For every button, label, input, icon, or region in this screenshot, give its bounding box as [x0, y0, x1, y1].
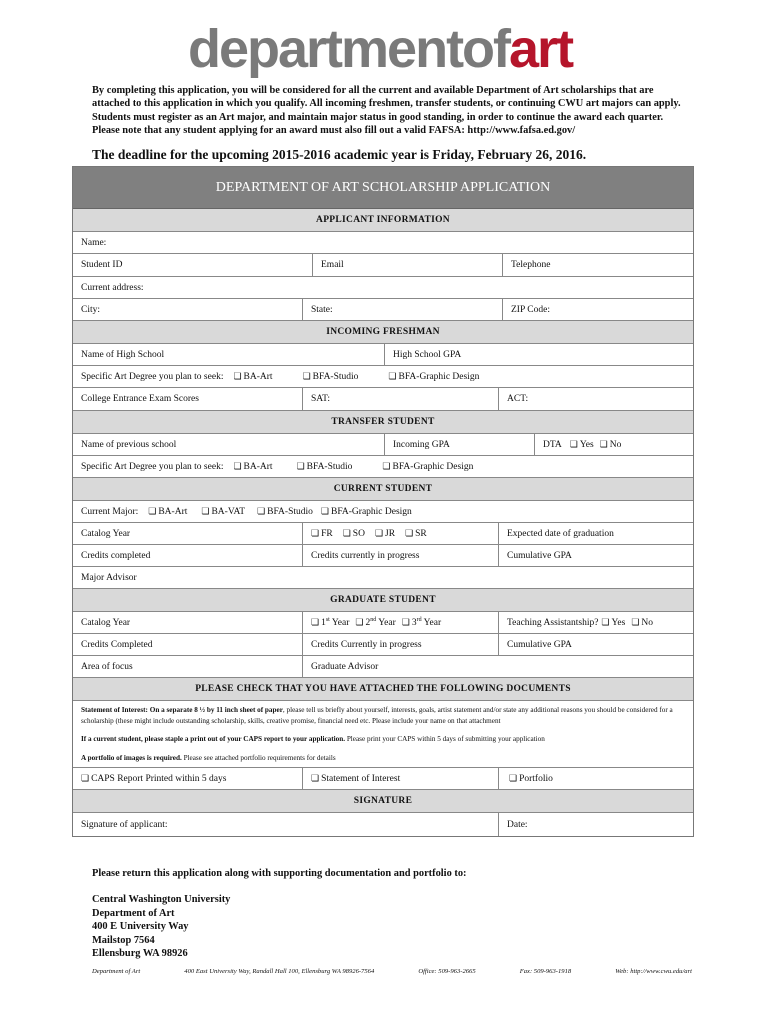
caps-report-checkbox[interactable]: ❏ CAPS Report Printed within 5 days — [73, 768, 302, 789]
section-signature: SIGNATURE — [73, 790, 693, 813]
transfer-degree-options — [73, 456, 693, 477]
major-advisor-field[interactable]: Major Advisor — [81, 572, 137, 583]
current-bfa-graphic-design-checkbox[interactable]: ❏ BFA-Graphic Design — [321, 506, 412, 517]
intro-paragraph: By completing this application, you will be considered for all the current and available Department of Art scholarships that are attached to this application in which you qualify. All incoming freshmen, transfer students, or continuing CWU art majors can apply. Students must register as an Art major, and maintain major status in good standing, in order to continue the award each quarter. Please note that any student applying for an award must also fill out a valid FAFSA: http://www.fafsa.ed.gov/ — [92, 85, 681, 137]
dta-options — [534, 434, 693, 455]
sat-field[interactable]: SAT: — [302, 388, 498, 410]
address-line-1: Central Washington University — [92, 894, 231, 905]
address-line-3: 400 E University Way — [92, 921, 189, 933]
date-field[interactable]: Date: — [498, 813, 693, 836]
class-fr-checkbox[interactable]: ❏ FR — [311, 528, 333, 539]
ta-yes-checkbox[interactable]: ❏ Yes — [601, 617, 625, 628]
entrance-exam-row — [73, 388, 693, 411]
section-applicant-information: APPLICANT INFORMATION — [73, 209, 693, 232]
freshman-bfa-studio-checkbox[interactable]: ❏ BFA-Studio — [303, 371, 359, 382]
act-field[interactable]: ACT: — [498, 388, 693, 410]
current-major-row — [73, 501, 693, 523]
signature-field[interactable]: Signature of applicant: — [81, 819, 168, 830]
dta-yes-checkbox[interactable]: ❏ Yes — [570, 439, 594, 450]
area-of-focus-field[interactable]: Area of focus — [81, 661, 133, 672]
transfer-ba-art-checkbox[interactable]: ❏ BA-Art — [233, 461, 272, 472]
current-major-label: Current Major: — [81, 506, 139, 517]
year-3-checkbox[interactable]: ❏ 3rd Year — [402, 617, 441, 628]
expected-graduation-field[interactable]: Expected date of graduation — [498, 523, 693, 544]
current-bfa-studio-checkbox[interactable]: ❏ BFA-Studio — [257, 506, 313, 517]
freshman-degree-row — [73, 366, 693, 388]
high-school-row — [73, 344, 693, 366]
previous-school-field[interactable]: Name of previous school — [81, 439, 177, 450]
dta-no-checkbox[interactable]: ❏ No — [600, 439, 622, 450]
statement-instruction: Statement of Interest: On a separate 8 ½ by 11 inch sheet of paper, please tell us briefly about yourself, interests, goals, artist statement and/or state any additional reasons you should be considered for a scholarship (these might include outstanding scholarship, skills, creative promise, financial need etc. Please include your name on that attachment — [81, 706, 673, 725]
current-catalog-row — [73, 523, 693, 545]
name-row — [73, 232, 693, 254]
caps-instruction: If a current student, please staple a print out of your CAPS report to your application. Please print your CAPS within 5 days of submitting your application — [81, 735, 545, 744]
footer-department: Department of Art — [92, 968, 141, 975]
graduate-credits-in-progress-field[interactable]: Credits Currently in progress — [302, 634, 498, 655]
graduate-catalog-row — [73, 612, 693, 634]
section-transfer-student: TRANSFER STUDENT — [73, 411, 693, 434]
high-school-field[interactable]: Name of High School — [81, 349, 165, 360]
documents-checklist-row — [73, 768, 693, 790]
documents-instructions — [73, 701, 693, 768]
city-state-zip-row — [73, 299, 693, 321]
address-field[interactable]: Current address: — [81, 282, 144, 293]
entrance-exam-label: College Entrance Exam Scores — [81, 394, 199, 404]
current-catalog-year-field[interactable]: Catalog Year — [81, 528, 131, 539]
address-line-4: Mailstop 7564 — [92, 934, 155, 946]
scholarship-form — [72, 166, 694, 837]
id-email-phone-row — [73, 254, 693, 277]
student-id-field[interactable]: Student ID — [81, 260, 123, 270]
graduate-cumulative-gpa-field[interactable]: Cumulative GPA — [498, 634, 693, 655]
statement-of-interest-checkbox[interactable]: ❏ Statement of Interest — [302, 768, 498, 789]
signature-row — [73, 813, 693, 836]
footer-fax: Fax: 509-963-1918 — [519, 968, 572, 975]
mailing-address — [92, 893, 230, 961]
transfer-degree-row — [73, 456, 693, 478]
current-credits-in-progress-field[interactable]: Credits currently in progress — [302, 545, 498, 566]
current-credits-completed-field[interactable]: Credits completed — [81, 550, 151, 561]
address-line-2: Department of Art — [92, 907, 175, 919]
form-title: DEPARTMENT OF ART SCHOLARSHIP APPLICATION — [73, 167, 693, 209]
high-school-gpa-field[interactable]: High School GPA — [384, 344, 693, 365]
state-field[interactable]: State: — [302, 299, 502, 320]
dta-label: DTA — [543, 439, 562, 450]
current-ba-vat-checkbox[interactable]: ❏ BA-VAT — [201, 506, 245, 517]
freshman-degree-label: Specific Art Degree you plan to seek: — [81, 371, 224, 382]
current-major-options — [73, 501, 693, 522]
freshman-ba-art-checkbox[interactable]: ❏ BA-Art — [233, 371, 272, 382]
major-advisor-row — [73, 567, 693, 589]
teaching-assistantship-label: Teaching Assistantship? — [507, 617, 599, 628]
logo-text-red: art — [509, 19, 573, 79]
transfer-bfa-graphic-design-checkbox[interactable]: ❏ BFA-Graphic Design — [382, 461, 473, 472]
freshman-degree-options — [73, 366, 693, 387]
telephone-field[interactable]: Telephone — [502, 254, 693, 276]
current-ba-art-checkbox[interactable]: ❏ BA-Art — [148, 506, 187, 517]
class-jr-checkbox[interactable]: ❏ JR — [375, 528, 395, 539]
transfer-bfa-studio-checkbox[interactable]: ❏ BFA-Studio — [297, 461, 353, 472]
contact-footer — [92, 968, 692, 975]
graduate-credits-row — [73, 634, 693, 656]
return-instructions: Please return this application along with supporting documentation and portfolio to: — [92, 868, 467, 879]
previous-school-row — [73, 434, 693, 456]
transfer-degree-label: Specific Art Degree you plan to seek: — [81, 461, 224, 472]
year-1-checkbox[interactable]: ❏ 1st Year — [311, 617, 349, 628]
class-sr-checkbox[interactable]: ❏ SR — [405, 528, 427, 539]
footer-address: 400 East University Way, Randall Hall 100, Ellensburg WA 98926-7564 — [184, 968, 375, 975]
graduate-year-options — [302, 612, 498, 633]
current-cumulative-gpa-field[interactable]: Cumulative GPA — [498, 545, 693, 566]
graduate-focus-row — [73, 656, 693, 678]
footer-web: Web: http://www.cwu.edu/art — [615, 968, 692, 975]
footer-office-phone: Office: 509-963-2665 — [418, 968, 476, 975]
incoming-gpa-field[interactable]: Incoming GPA — [384, 434, 534, 455]
teaching-assistantship-options — [498, 612, 693, 633]
name-field[interactable]: Name: — [81, 237, 107, 248]
city-field[interactable]: City: — [81, 304, 101, 315]
deadline-notice: The deadline for the upcoming 2015-2016 academic year is Friday, February 26, 2016. — [92, 147, 587, 162]
address-line-5: Ellensburg WA 98926 — [92, 948, 188, 960]
portfolio-checkbox[interactable]: ❏ Portfolio — [498, 768, 693, 789]
address-row — [73, 277, 693, 299]
email-field[interactable]: Email — [312, 254, 502, 276]
freshman-bfa-graphic-design-checkbox[interactable]: ❏ BFA-Graphic Design — [388, 371, 479, 382]
department-of-art-logo — [188, 19, 573, 79]
graduate-catalog-year-field[interactable]: Catalog Year — [81, 617, 131, 628]
section-incoming-freshman: INCOMING FRESHMAN — [73, 321, 693, 344]
portfolio-instruction: A portfolio of images is required. Please see attached portfolio requirements for details — [81, 753, 336, 762]
class-standing-options — [302, 523, 498, 544]
ta-no-checkbox[interactable]: ❏ No — [631, 617, 653, 628]
current-credits-row — [73, 545, 693, 567]
zip-field[interactable]: ZIP Code: — [502, 299, 693, 320]
section-current-student: CURRENT STUDENT — [73, 478, 693, 501]
section-graduate-student: GRADUATE STUDENT — [73, 589, 693, 612]
year-2-checkbox[interactable]: ❏ 2nd Year — [355, 617, 395, 628]
graduate-credits-completed-field[interactable]: Credits Completed — [81, 639, 153, 650]
logo-text-gray: departmentof — [188, 19, 510, 79]
graduate-advisor-field[interactable]: Graduate Advisor — [302, 656, 693, 677]
class-so-checkbox[interactable]: ❏ SO — [343, 528, 365, 539]
section-attached-documents: PLEASE CHECK THAT YOU HAVE ATTACHED THE FOLLOWING DOCUMENTS — [73, 678, 693, 701]
